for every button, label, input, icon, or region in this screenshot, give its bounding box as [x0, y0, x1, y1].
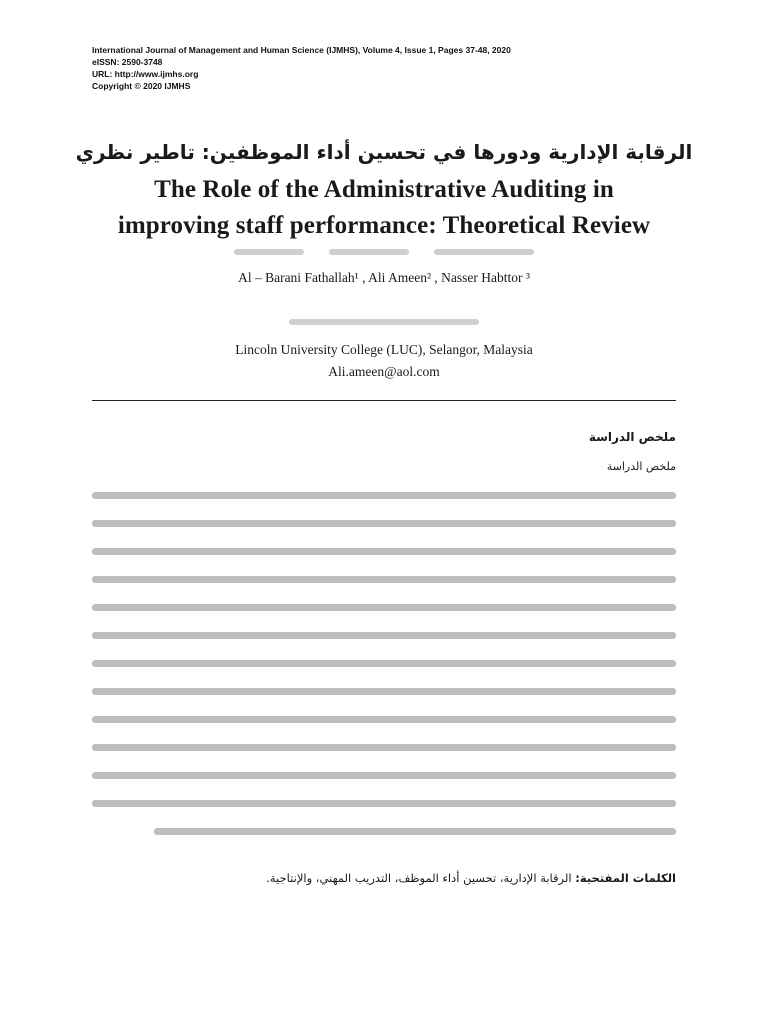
journal-header	[92, 44, 511, 92]
title-arabic: الرقابة الإدارية ودورها في تحسين أداء الموظفين: تاطير نظري	[75, 140, 693, 164]
abstract-heading: ملخص الدراسة	[588, 430, 676, 444]
abstract-line	[92, 660, 676, 667]
affiliation-english: Lincoln University College (LUC), Selangor, Malaysia	[235, 342, 533, 357]
abstract-line	[92, 604, 676, 611]
journal-eissn: eISSN: 2590-3748	[92, 57, 163, 67]
arabic-authors-placeholder	[234, 246, 534, 258]
abstract-line	[92, 800, 676, 807]
journal-copyright: Copyright © 2020 IJMHS	[92, 81, 191, 91]
arabic-affiliation-placeholder	[289, 316, 479, 328]
abstract-line	[92, 772, 676, 779]
abstract-line	[154, 828, 676, 835]
abstract-line	[92, 744, 676, 751]
abstract-line	[92, 548, 676, 555]
journal-citation: International Journal of Management and Human Science (IJMHS), Volume 4, Issue 1, Pages 37-48, 2020	[92, 45, 511, 55]
affiliation-arabic	[0, 316, 768, 333]
author-email: Ali.ameen@aol.com	[328, 364, 440, 379]
keywords-label: الكلمات المفتحية:	[575, 871, 676, 885]
keywords-values: الرقابة الإدارية، تحسين أداء الموظف، التدريب المهني، والإنتاجية.	[266, 871, 572, 885]
authors-arabic	[0, 246, 768, 263]
abstract-line	[92, 492, 676, 499]
abstract-line	[92, 576, 676, 583]
abstract-line	[92, 716, 676, 723]
journal-url: URL: http://www.ijmhs.org	[92, 69, 199, 79]
keywords	[266, 868, 676, 888]
title-english	[60, 172, 708, 244]
title-english-line2: improving staff performance: Theoretical Review	[117, 212, 651, 239]
authors-english: Al – Barani Fathallah¹ , Ali Ameen² , Nasser Habttor ³	[238, 270, 530, 285]
abstract-line	[92, 688, 676, 695]
header-divider	[92, 400, 676, 401]
abstract-line	[92, 520, 676, 527]
abstract-subheading: ملخص الدراسة	[606, 460, 676, 473]
title-english-line1: The Role of the Administrative Auditing in	[154, 176, 614, 203]
abstract-line	[92, 632, 676, 639]
